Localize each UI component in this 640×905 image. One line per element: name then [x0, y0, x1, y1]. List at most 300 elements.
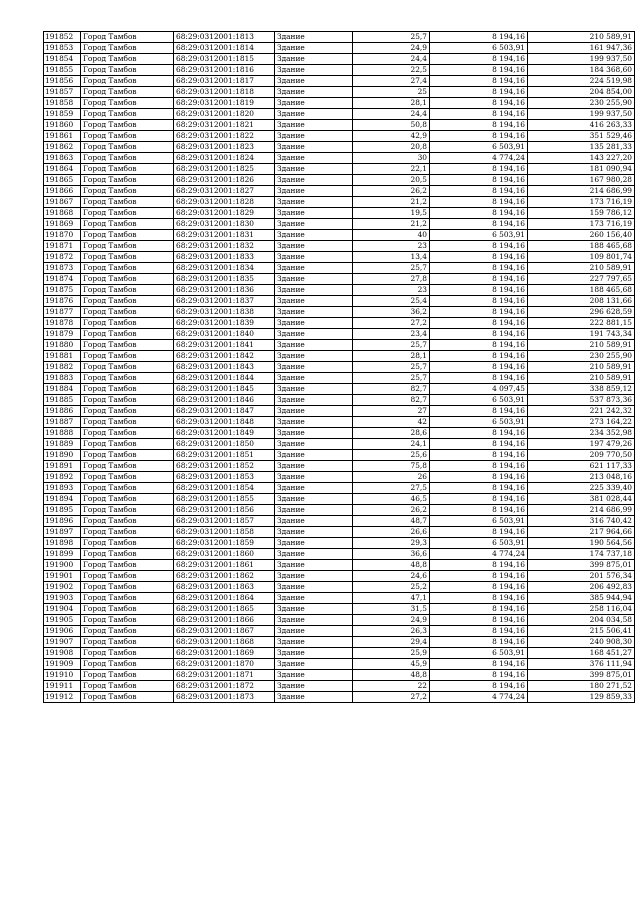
- city-cell: Город Тамбов: [81, 450, 174, 461]
- city-cell: Город Тамбов: [81, 659, 174, 670]
- city-cell: Город Тамбов: [81, 252, 174, 263]
- cadastral-number-cell: 68:29:0312001:1869: [174, 648, 275, 659]
- area-cell: 29,4: [353, 637, 430, 648]
- city-cell: Город Тамбов: [81, 560, 174, 571]
- cadastral-value-cell: 209 770,50: [528, 450, 635, 461]
- area-cell: 24,4: [353, 109, 430, 120]
- area-cell: 36,2: [353, 307, 430, 318]
- cadastral-number-cell: 68:29:0312001:1835: [174, 274, 275, 285]
- cadastral-number-cell: 68:29:0312001:1871: [174, 670, 275, 681]
- city-cell: Город Тамбов: [81, 373, 174, 384]
- cadastral-value-cell: 537 873,36: [528, 395, 635, 406]
- object-type-cell: Здание: [275, 670, 353, 681]
- cadastral-value-cell: 338 859,12: [528, 384, 635, 395]
- city-cell: Город Тамбов: [81, 318, 174, 329]
- city-cell: Город Тамбов: [81, 483, 174, 494]
- row-number-cell: 191899: [44, 549, 81, 560]
- cadastral-value-cell: 188 465,68: [528, 285, 635, 296]
- city-cell: Город Тамбов: [81, 109, 174, 120]
- area-cell: 21,2: [353, 197, 430, 208]
- cadastral-number-cell: 68:29:0312001:1863: [174, 582, 275, 593]
- row-number-cell: 191869: [44, 219, 81, 230]
- table-row: [44, 439, 635, 450]
- object-type-cell: Здание: [275, 153, 353, 164]
- table-row: [44, 120, 635, 131]
- area-cell: 40: [353, 230, 430, 241]
- area-cell: 48,8: [353, 670, 430, 681]
- table-row: [44, 219, 635, 230]
- city-cell: Город Тамбов: [81, 593, 174, 604]
- cadastral-number-cell: 68:29:0312001:1833: [174, 252, 275, 263]
- table-row: [44, 252, 635, 263]
- cadastral-value-cell: 222 881,15: [528, 318, 635, 329]
- city-cell: Город Тамбов: [81, 417, 174, 428]
- table-body: [44, 32, 635, 703]
- area-cell: 25,6: [353, 450, 430, 461]
- cadastral-value-cell: 199 937,50: [528, 109, 635, 120]
- row-number-cell: 191878: [44, 318, 81, 329]
- object-type-cell: Здание: [275, 461, 353, 472]
- cadastral-value-cell: 399 875,01: [528, 560, 635, 571]
- area-cell: 82,7: [353, 384, 430, 395]
- table-row: [44, 186, 635, 197]
- city-cell: Город Тамбов: [81, 527, 174, 538]
- cadastral-value-cell: 273 164,22: [528, 417, 635, 428]
- area-cell: 30: [353, 153, 430, 164]
- city-cell: Город Тамбов: [81, 153, 174, 164]
- table-row: [44, 164, 635, 175]
- specific-value-cell: 4 097,45: [430, 384, 528, 395]
- row-number-cell: 191883: [44, 373, 81, 384]
- row-number-cell: 191889: [44, 439, 81, 450]
- row-number-cell: 191866: [44, 186, 81, 197]
- specific-value-cell: 8 194,16: [430, 175, 528, 186]
- table-row: [44, 65, 635, 76]
- table-row: [44, 318, 635, 329]
- area-cell: 24,1: [353, 439, 430, 450]
- cadastral-value-cell: 208 131,66: [528, 296, 635, 307]
- cadastral-value-cell: 260 156,40: [528, 230, 635, 241]
- area-cell: 27,2: [353, 318, 430, 329]
- area-cell: 42,9: [353, 131, 430, 142]
- cadastral-number-cell: 68:29:0312001:1846: [174, 395, 275, 406]
- specific-value-cell: 8 194,16: [430, 208, 528, 219]
- area-cell: 25,7: [353, 362, 430, 373]
- specific-value-cell: 8 194,16: [430, 120, 528, 131]
- object-type-cell: Здание: [275, 131, 353, 142]
- object-type-cell: Здание: [275, 142, 353, 153]
- area-cell: 27,5: [353, 483, 430, 494]
- area-cell: 28,1: [353, 98, 430, 109]
- cadastral-number-cell: 68:29:0312001:1870: [174, 659, 275, 670]
- cadastral-value-cell: 225 339,40: [528, 483, 635, 494]
- cadastral-value-cell: 258 116,04: [528, 604, 635, 615]
- cadastral-number-cell: 68:29:0312001:1820: [174, 109, 275, 120]
- row-number-cell: 191875: [44, 285, 81, 296]
- area-cell: 26,6: [353, 527, 430, 538]
- cadastral-number-cell: 68:29:0312001:1841: [174, 340, 275, 351]
- specific-value-cell: 6 503,91: [430, 417, 528, 428]
- area-cell: 50,8: [353, 120, 430, 131]
- row-number-cell: 191902: [44, 582, 81, 593]
- city-cell: Город Тамбов: [81, 65, 174, 76]
- cadastral-number-cell: 68:29:0312001:1825: [174, 164, 275, 175]
- city-cell: Город Тамбов: [81, 461, 174, 472]
- specific-value-cell: 6 503,91: [430, 516, 528, 527]
- city-cell: Город Тамбов: [81, 472, 174, 483]
- object-type-cell: Здание: [275, 659, 353, 670]
- object-type-cell: Здание: [275, 516, 353, 527]
- cadastral-value-cell: 214 686,99: [528, 186, 635, 197]
- area-cell: 31,5: [353, 604, 430, 615]
- city-cell: Город Тамбов: [81, 43, 174, 54]
- row-number-cell: 191884: [44, 384, 81, 395]
- object-type-cell: Здание: [275, 175, 353, 186]
- row-number-cell: 191857: [44, 87, 81, 98]
- area-cell: 25,9: [353, 648, 430, 659]
- cadastral-value-cell: 227 797,65: [528, 274, 635, 285]
- row-number-cell: 191872: [44, 252, 81, 263]
- table-row: [44, 659, 635, 670]
- object-type-cell: Здание: [275, 681, 353, 692]
- area-cell: 27,4: [353, 76, 430, 87]
- object-type-cell: Здание: [275, 571, 353, 582]
- specific-value-cell: 8 194,16: [430, 582, 528, 593]
- cadastral-number-cell: 68:29:0312001:1867: [174, 626, 275, 637]
- specific-value-cell: 8 194,16: [430, 483, 528, 494]
- area-cell: 26,2: [353, 505, 430, 516]
- specific-value-cell: 6 503,91: [430, 230, 528, 241]
- city-cell: Город Тамбов: [81, 131, 174, 142]
- city-cell: Город Тамбов: [81, 626, 174, 637]
- row-number-cell: 191877: [44, 307, 81, 318]
- cadastral-number-cell: 68:29:0312001:1828: [174, 197, 275, 208]
- cadastral-value-cell: 399 875,01: [528, 670, 635, 681]
- table-row: [44, 142, 635, 153]
- area-cell: 23: [353, 241, 430, 252]
- area-cell: 25: [353, 87, 430, 98]
- city-cell: Город Тамбов: [81, 285, 174, 296]
- area-cell: 19,5: [353, 208, 430, 219]
- table-row: [44, 175, 635, 186]
- cadastral-value-cell: 217 964,66: [528, 527, 635, 538]
- object-type-cell: Здание: [275, 560, 353, 571]
- object-type-cell: Здание: [275, 329, 353, 340]
- cadastral-value-cell: 210 589,91: [528, 373, 635, 384]
- specific-value-cell: 8 194,16: [430, 659, 528, 670]
- cadastral-number-cell: 68:29:0312001:1852: [174, 461, 275, 472]
- object-type-cell: Здание: [275, 373, 353, 384]
- specific-value-cell: 6 503,91: [430, 648, 528, 659]
- cadastral-number-cell: 68:29:0312001:1840: [174, 329, 275, 340]
- table-row: [44, 208, 635, 219]
- row-number-cell: 191863: [44, 153, 81, 164]
- city-cell: Город Тамбов: [81, 670, 174, 681]
- row-number-cell: 191864: [44, 164, 81, 175]
- row-number-cell: 191873: [44, 263, 81, 274]
- area-cell: 45,9: [353, 659, 430, 670]
- cadastral-number-cell: 68:29:0312001:1823: [174, 142, 275, 153]
- city-cell: Город Тамбов: [81, 648, 174, 659]
- city-cell: Город Тамбов: [81, 197, 174, 208]
- object-type-cell: Здание: [275, 417, 353, 428]
- area-cell: 24,9: [353, 615, 430, 626]
- row-number-cell: 191887: [44, 417, 81, 428]
- row-number-cell: 191904: [44, 604, 81, 615]
- object-type-cell: Здание: [275, 307, 353, 318]
- table-row: [44, 483, 635, 494]
- city-cell: Город Тамбов: [81, 582, 174, 593]
- object-type-cell: Здание: [275, 274, 353, 285]
- city-cell: Город Тамбов: [81, 681, 174, 692]
- area-cell: 75,8: [353, 461, 430, 472]
- row-number-cell: 191896: [44, 516, 81, 527]
- cadastral-value-cell: 168 451,27: [528, 648, 635, 659]
- specific-value-cell: 8 194,16: [430, 241, 528, 252]
- object-type-cell: Здание: [275, 483, 353, 494]
- object-type-cell: Здание: [275, 637, 353, 648]
- cadastral-value-cell: 204 854,00: [528, 87, 635, 98]
- object-type-cell: Здание: [275, 494, 353, 505]
- table-row: [44, 670, 635, 681]
- cadastral-value-cell: 351 529,46: [528, 131, 635, 142]
- table-row: [44, 681, 635, 692]
- object-type-cell: Здание: [275, 604, 353, 615]
- row-number-cell: 191906: [44, 626, 81, 637]
- cadastral-value-cell: 210 589,91: [528, 340, 635, 351]
- cadastral-number-cell: 68:29:0312001:1818: [174, 87, 275, 98]
- cadastral-number-cell: 68:29:0312001:1839: [174, 318, 275, 329]
- cadastral-number-cell: 68:29:0312001:1817: [174, 76, 275, 87]
- object-type-cell: Здание: [275, 109, 353, 120]
- cadastral-value-table: [43, 31, 635, 703]
- specific-value-cell: 8 194,16: [430, 351, 528, 362]
- specific-value-cell: 4 774,24: [430, 153, 528, 164]
- city-cell: Город Тамбов: [81, 274, 174, 285]
- row-number-cell: 191911: [44, 681, 81, 692]
- row-number-cell: 191855: [44, 65, 81, 76]
- cadastral-value-cell: 240 908,30: [528, 637, 635, 648]
- table-row: [44, 417, 635, 428]
- object-type-cell: Здание: [275, 549, 353, 560]
- table-row: [44, 362, 635, 373]
- table-row: [44, 406, 635, 417]
- cadastral-value-cell: 621 117,33: [528, 461, 635, 472]
- city-cell: Город Тамбов: [81, 175, 174, 186]
- area-cell: 24,9: [353, 43, 430, 54]
- row-number-cell: 191865: [44, 175, 81, 186]
- city-cell: Город Тамбов: [81, 604, 174, 615]
- object-type-cell: Здание: [275, 43, 353, 54]
- cadastral-number-cell: 68:29:0312001:1855: [174, 494, 275, 505]
- specific-value-cell: 8 194,16: [430, 285, 528, 296]
- cadastral-number-cell: 68:29:0312001:1845: [174, 384, 275, 395]
- specific-value-cell: 8 194,16: [430, 32, 528, 43]
- city-cell: Город Тамбов: [81, 120, 174, 131]
- object-type-cell: Здание: [275, 593, 353, 604]
- city-cell: Город Тамбов: [81, 384, 174, 395]
- cadastral-number-cell: 68:29:0312001:1831: [174, 230, 275, 241]
- city-cell: Город Тамбов: [81, 340, 174, 351]
- specific-value-cell: 6 503,91: [430, 538, 528, 549]
- table-row: [44, 76, 635, 87]
- city-cell: Город Тамбов: [81, 428, 174, 439]
- city-cell: Город Тамбов: [81, 395, 174, 406]
- cadastral-number-cell: 68:29:0312001:1827: [174, 186, 275, 197]
- table-row: [44, 54, 635, 65]
- row-number-cell: 191910: [44, 670, 81, 681]
- object-type-cell: Здание: [275, 450, 353, 461]
- cadastral-value-cell: 190 564,56: [528, 538, 635, 549]
- cadastral-value-cell: 224 519,98: [528, 76, 635, 87]
- cadastral-number-cell: 68:29:0312001:1866: [174, 615, 275, 626]
- table-row: [44, 373, 635, 384]
- specific-value-cell: 8 194,16: [430, 637, 528, 648]
- area-cell: 25,7: [353, 263, 430, 274]
- object-type-cell: Здание: [275, 538, 353, 549]
- city-cell: Город Тамбов: [81, 208, 174, 219]
- cadastral-number-cell: 68:29:0312001:1837: [174, 296, 275, 307]
- table-row: [44, 197, 635, 208]
- city-cell: Город Тамбов: [81, 164, 174, 175]
- cadastral-number-cell: 68:29:0312001:1872: [174, 681, 275, 692]
- city-cell: Город Тамбов: [81, 516, 174, 527]
- specific-value-cell: 8 194,16: [430, 560, 528, 571]
- object-type-cell: Здание: [275, 505, 353, 516]
- object-type-cell: Здание: [275, 384, 353, 395]
- specific-value-cell: 8 194,16: [430, 98, 528, 109]
- specific-value-cell: 8 194,16: [430, 197, 528, 208]
- specific-value-cell: 8 194,16: [430, 604, 528, 615]
- cadastral-number-cell: 68:29:0312001:1857: [174, 516, 275, 527]
- area-cell: 26,3: [353, 626, 430, 637]
- table-row: [44, 43, 635, 54]
- object-type-cell: Здание: [275, 164, 353, 175]
- cadastral-number-cell: 68:29:0312001:1836: [174, 285, 275, 296]
- cadastral-value-cell: 385 944,94: [528, 593, 635, 604]
- specific-value-cell: 8 194,16: [430, 252, 528, 263]
- object-type-cell: Здание: [275, 98, 353, 109]
- row-number-cell: 191890: [44, 450, 81, 461]
- specific-value-cell: 8 194,16: [430, 505, 528, 516]
- row-number-cell: 191860: [44, 120, 81, 131]
- area-cell: 82,7: [353, 395, 430, 406]
- specific-value-cell: 8 194,16: [430, 296, 528, 307]
- row-number-cell: 191885: [44, 395, 81, 406]
- table-row: [44, 263, 635, 274]
- row-number-cell: 191868: [44, 208, 81, 219]
- object-type-cell: Здание: [275, 439, 353, 450]
- object-type-cell: Здание: [275, 241, 353, 252]
- cadastral-value-cell: 167 980,28: [528, 175, 635, 186]
- row-number-cell: 191880: [44, 340, 81, 351]
- cadastral-number-cell: 68:29:0312001:1844: [174, 373, 275, 384]
- row-number-cell: 191891: [44, 461, 81, 472]
- table-row: [44, 241, 635, 252]
- area-cell: 22,5: [353, 65, 430, 76]
- city-cell: Город Тамбов: [81, 142, 174, 153]
- city-cell: Город Тамбов: [81, 219, 174, 230]
- table-row: [44, 472, 635, 483]
- cadastral-number-cell: 68:29:0312001:1843: [174, 362, 275, 373]
- cadastral-number-cell: 68:29:0312001:1861: [174, 560, 275, 571]
- specific-value-cell: 8 194,16: [430, 186, 528, 197]
- row-number-cell: 191853: [44, 43, 81, 54]
- table-row: [44, 461, 635, 472]
- row-number-cell: 191897: [44, 527, 81, 538]
- table-row: [44, 571, 635, 582]
- cadastral-value-cell: 206 492,83: [528, 582, 635, 593]
- row-number-cell: 191892: [44, 472, 81, 483]
- cadastral-value-cell: 197 479,26: [528, 439, 635, 450]
- city-cell: Город Тамбов: [81, 76, 174, 87]
- specific-value-cell: 8 194,16: [430, 428, 528, 439]
- table-row: [44, 384, 635, 395]
- specific-value-cell: 8 194,16: [430, 472, 528, 483]
- cadastral-number-cell: 68:29:0312001:1838: [174, 307, 275, 318]
- table-row: [44, 505, 635, 516]
- specific-value-cell: 8 194,16: [430, 307, 528, 318]
- city-cell: Город Тамбов: [81, 549, 174, 560]
- city-cell: Город Тамбов: [81, 571, 174, 582]
- object-type-cell: Здание: [275, 296, 353, 307]
- row-number-cell: 191874: [44, 274, 81, 285]
- city-cell: Город Тамбов: [81, 692, 174, 703]
- object-type-cell: Здание: [275, 615, 353, 626]
- cadastral-number-cell: 68:29:0312001:1859: [174, 538, 275, 549]
- area-cell: 22,1: [353, 164, 430, 175]
- cadastral-number-cell: 68:29:0312001:1868: [174, 637, 275, 648]
- specific-value-cell: 8 194,16: [430, 274, 528, 285]
- object-type-cell: Здание: [275, 230, 353, 241]
- row-number-cell: 191881: [44, 351, 81, 362]
- table-row: [44, 274, 635, 285]
- cadastral-number-cell: 68:29:0312001:1865: [174, 604, 275, 615]
- cadastral-number-cell: 68:29:0312001:1826: [174, 175, 275, 186]
- city-cell: Город Тамбов: [81, 307, 174, 318]
- cadastral-number-cell: 68:29:0312001:1819: [174, 98, 275, 109]
- specific-value-cell: 8 194,16: [430, 626, 528, 637]
- table-row: [44, 615, 635, 626]
- object-type-cell: Здание: [275, 395, 353, 406]
- object-type-cell: Здание: [275, 692, 353, 703]
- cadastral-value-cell: 215 506,41: [528, 626, 635, 637]
- row-number-cell: 191861: [44, 131, 81, 142]
- row-number-cell: 191900: [44, 560, 81, 571]
- table-row: [44, 296, 635, 307]
- cadastral-number-cell: 68:29:0312001:1854: [174, 483, 275, 494]
- cadastral-value-cell: 214 686,99: [528, 505, 635, 516]
- row-number-cell: 191867: [44, 197, 81, 208]
- specific-value-cell: 8 194,16: [430, 76, 528, 87]
- cadastral-number-cell: 68:29:0312001:1813: [174, 32, 275, 43]
- area-cell: 23,4: [353, 329, 430, 340]
- table-row: [44, 230, 635, 241]
- specific-value-cell: 8 194,16: [430, 54, 528, 65]
- city-cell: Город Тамбов: [81, 241, 174, 252]
- specific-value-cell: 8 194,16: [430, 571, 528, 582]
- cadastral-value-cell: 221 242,32: [528, 406, 635, 417]
- object-type-cell: Здание: [275, 362, 353, 373]
- specific-value-cell: 8 194,16: [430, 362, 528, 373]
- table-row: [44, 527, 635, 538]
- city-cell: Город Тамбов: [81, 615, 174, 626]
- row-number-cell: 191909: [44, 659, 81, 670]
- specific-value-cell: 8 194,16: [430, 527, 528, 538]
- cadastral-number-cell: 68:29:0312001:1853: [174, 472, 275, 483]
- cadastral-number-cell: 68:29:0312001:1832: [174, 241, 275, 252]
- cadastral-value-cell: 173 716,19: [528, 197, 635, 208]
